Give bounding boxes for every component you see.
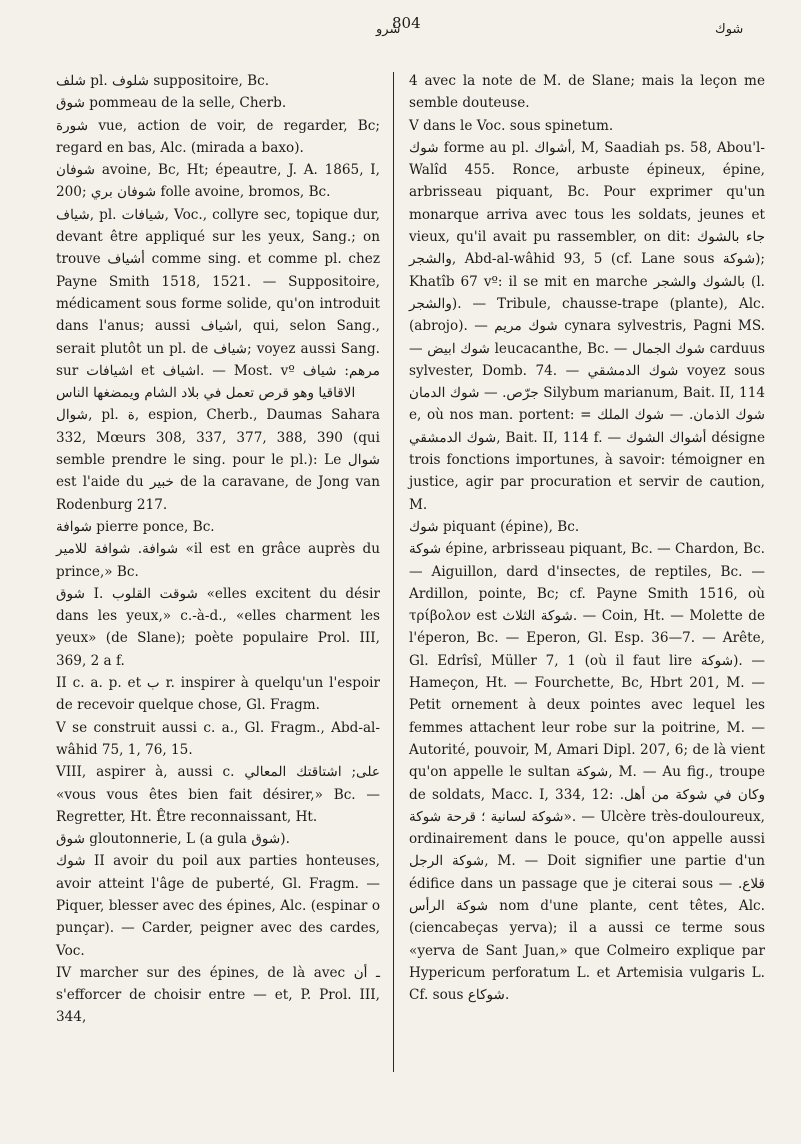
headword-right: شوك	[715, 22, 744, 37]
entry: شوك II avoir du poil aux parties honteuses, avoir atteint l'âge de puberté, Gl. Fragm. — Piquer, blesser avec des épines, Alc. (espinar o punçar). — Carder, peigner avec des cardes, Voc.	[56, 853, 380, 959]
headword-left: شرو	[376, 22, 401, 37]
entry: V dans le Voc. sous spinetum.	[409, 117, 614, 134]
page-number: 804	[392, 14, 421, 32]
right-column	[409, 70, 765, 1006]
entry: VIII, aspirer à, aussi c. على; اشتاقتك المعالي «vous vous êtes bien fait désirer,» Bc. — Regretter, Ht. Être reconnaissant, Ht.	[56, 764, 380, 825]
entry: IV marcher sur des épines, de là avec ـ أن s'efforcer de choisir entre — et, P. Prol. III, 344,	[56, 964, 380, 1026]
left-column	[56, 70, 380, 1029]
page-header	[0, 14, 801, 54]
entry: 4 avec la note de M. de Slane; mais la leçon me semble douteuse.	[409, 73, 765, 112]
entry: شياف, pl. شيافات, Voc., collyre sec, topique dur, devant être appliqué sur les yeux, Sang.; on trouve أشياف comme sing. et comme pl. chez Payne Smith 1518, 1521. — Suppositoire, médicament sous forme solide, qu'on introduit dans l'anus; aussi اشياف, qui, selon Sang., serait plutôt un pl. de شياف; voyez aussi Sang. sur اشيافات et اشياف. — Most. vº مرهم: شياف الاقاقيا وهو قرص تعمل في بلاد الشام ويمضغها الناس	[56, 206, 381, 402]
entry: شوال, pl. ة, espion, Cherb., Daumas Sahara 332, Mœurs 308, 337, 377, 388, 390 (qui semble prendre le sing. pour le pl.): Le شوال est l'aide du خبير de la caravane, de Jong van Rodenburg 217.	[56, 407, 380, 513]
entry: شوافة pierre ponce, Bc.	[56, 518, 215, 535]
entry: شوكة épine, arbrisseau piquant, Bc. — Chardon, Bc. — Aiguillon, dard d'insectes, de reptiles, Bc. — Ardillon, pointe, Bc; cf. Payne Smith 1516, où τρίβολον est شوكة الثلاث. — Coin, Ht. — Molette de l'éperon, Bc. — Eperon, Gl. Esp. 36—7. — Arête, Gl. Edrîsî, Müller 7, 1 (où il faut lire شوكة). — Hameçon, Ht. — Fourchette, Bc, Hbrt 201, M. — Petit ornement à deux pointes avec lequel les femmes attachent leur robe sur la poitrine, M. — Autorité, pouvoir, M, Amari Dipl. 207, 6; de là vient qu'on appelle le sultan شوكة, M. — Au fig., troupe de soldats, Macc. I, 334, 12: وكان في شوكة من أهل. «شوكة لسانية ؛ قرحة شوكة. — Ulcère très-douloureux, ordinairement dans le pouce, qu'on appelle aussi شوكة الرجل, M. — Doit signifier une partie d'un édifice dans un passage que je citerai sous قلاع. — شوكة الرأس nom d'une plante, cent têtes, Alc. (ciencabeças yerva); il a aussi ce terme sous «yerva de Sant Juan,» que Colmeiro explique par Hypericum perforatum L. et Artemisia vulgaris L. Cf. sous شوكاع.	[409, 541, 766, 1004]
entry: شوفان avoine, Bc, Ht; épeautre, J. A. 1865, I, 200; شوفان بري folle avoine, bromos, Bc.	[56, 162, 380, 201]
column-divider	[393, 72, 394, 1072]
entry: شلف pl. شلوف suppositoire, Bc.	[56, 73, 270, 89]
entry: II c. a. p. et ب r. inspirer à quelqu'un l'espoir de recevoir quelque chose, Gl. Fragm.	[56, 675, 380, 714]
entry: شورة vue, action de voir, de regarder, Bc; regard en bas, Alc. (mirada a baxo).	[56, 117, 380, 156]
entry: V se construit aussi c. a., Gl. Fragm., Abd-al-wâhid 75, 1, 76, 15.	[56, 719, 380, 758]
entry: شوق I. شوقت القلوب «elles excitent du désir dans les yeux,» c.-à-d., «elles charment les yeux» (de Slane); poète populaire Prol. III, 369, 2 a f.	[56, 585, 380, 669]
entry: شوق pommeau de la selle, Cherb.	[56, 95, 287, 112]
entry: شوافة. شوافة للامير «il est en grâce auprès du prince,» Bc.	[56, 541, 380, 580]
entry: شوق gloutonnerie, L (a gula شوق).	[56, 831, 290, 848]
entry: شوك piquant (épine), Bc.	[409, 518, 580, 535]
entry: شوك forme au pl. أشواك, M, Saadiah ps. 58, Abou'l-Walîd 455. Ronce, arbuste épineux, épine, arbrisseau piquant, Bc. Pour exprimer qu'un monarque arriva avec tous les soldats, jeunes et vieux, qu'il avait pu rassembler, on dit: جاء بالشوك والشجر, Abd-al-wâhid 93, 5 (cf. Lane sous شوكة); Khatîb 67 vº: il se mit en marche بالشوك والشجر (l. والشجر). — Tribule, chausse-trape (plante), Alc. (abrojo). — شوك مريم cynara sylvestris, Pagni MS. — شوك ابيض leucacanthe, Bc. — شوك الجمال carduus sylvester, Domb. 74. — شوك الدمشقي voyez sous جرّص. — شوك الدمان Silybum marianum, Bait. II, 114 e, où nos man. portent: شوك الذمان. — شوك الملك = شوك الدمشقي, Bait. II, 114 f. — أشواك الشوك désigne trois fonctions importunes, à savoir: témoigner en justice, agir par procuration et servir de caution, M.	[409, 139, 765, 513]
